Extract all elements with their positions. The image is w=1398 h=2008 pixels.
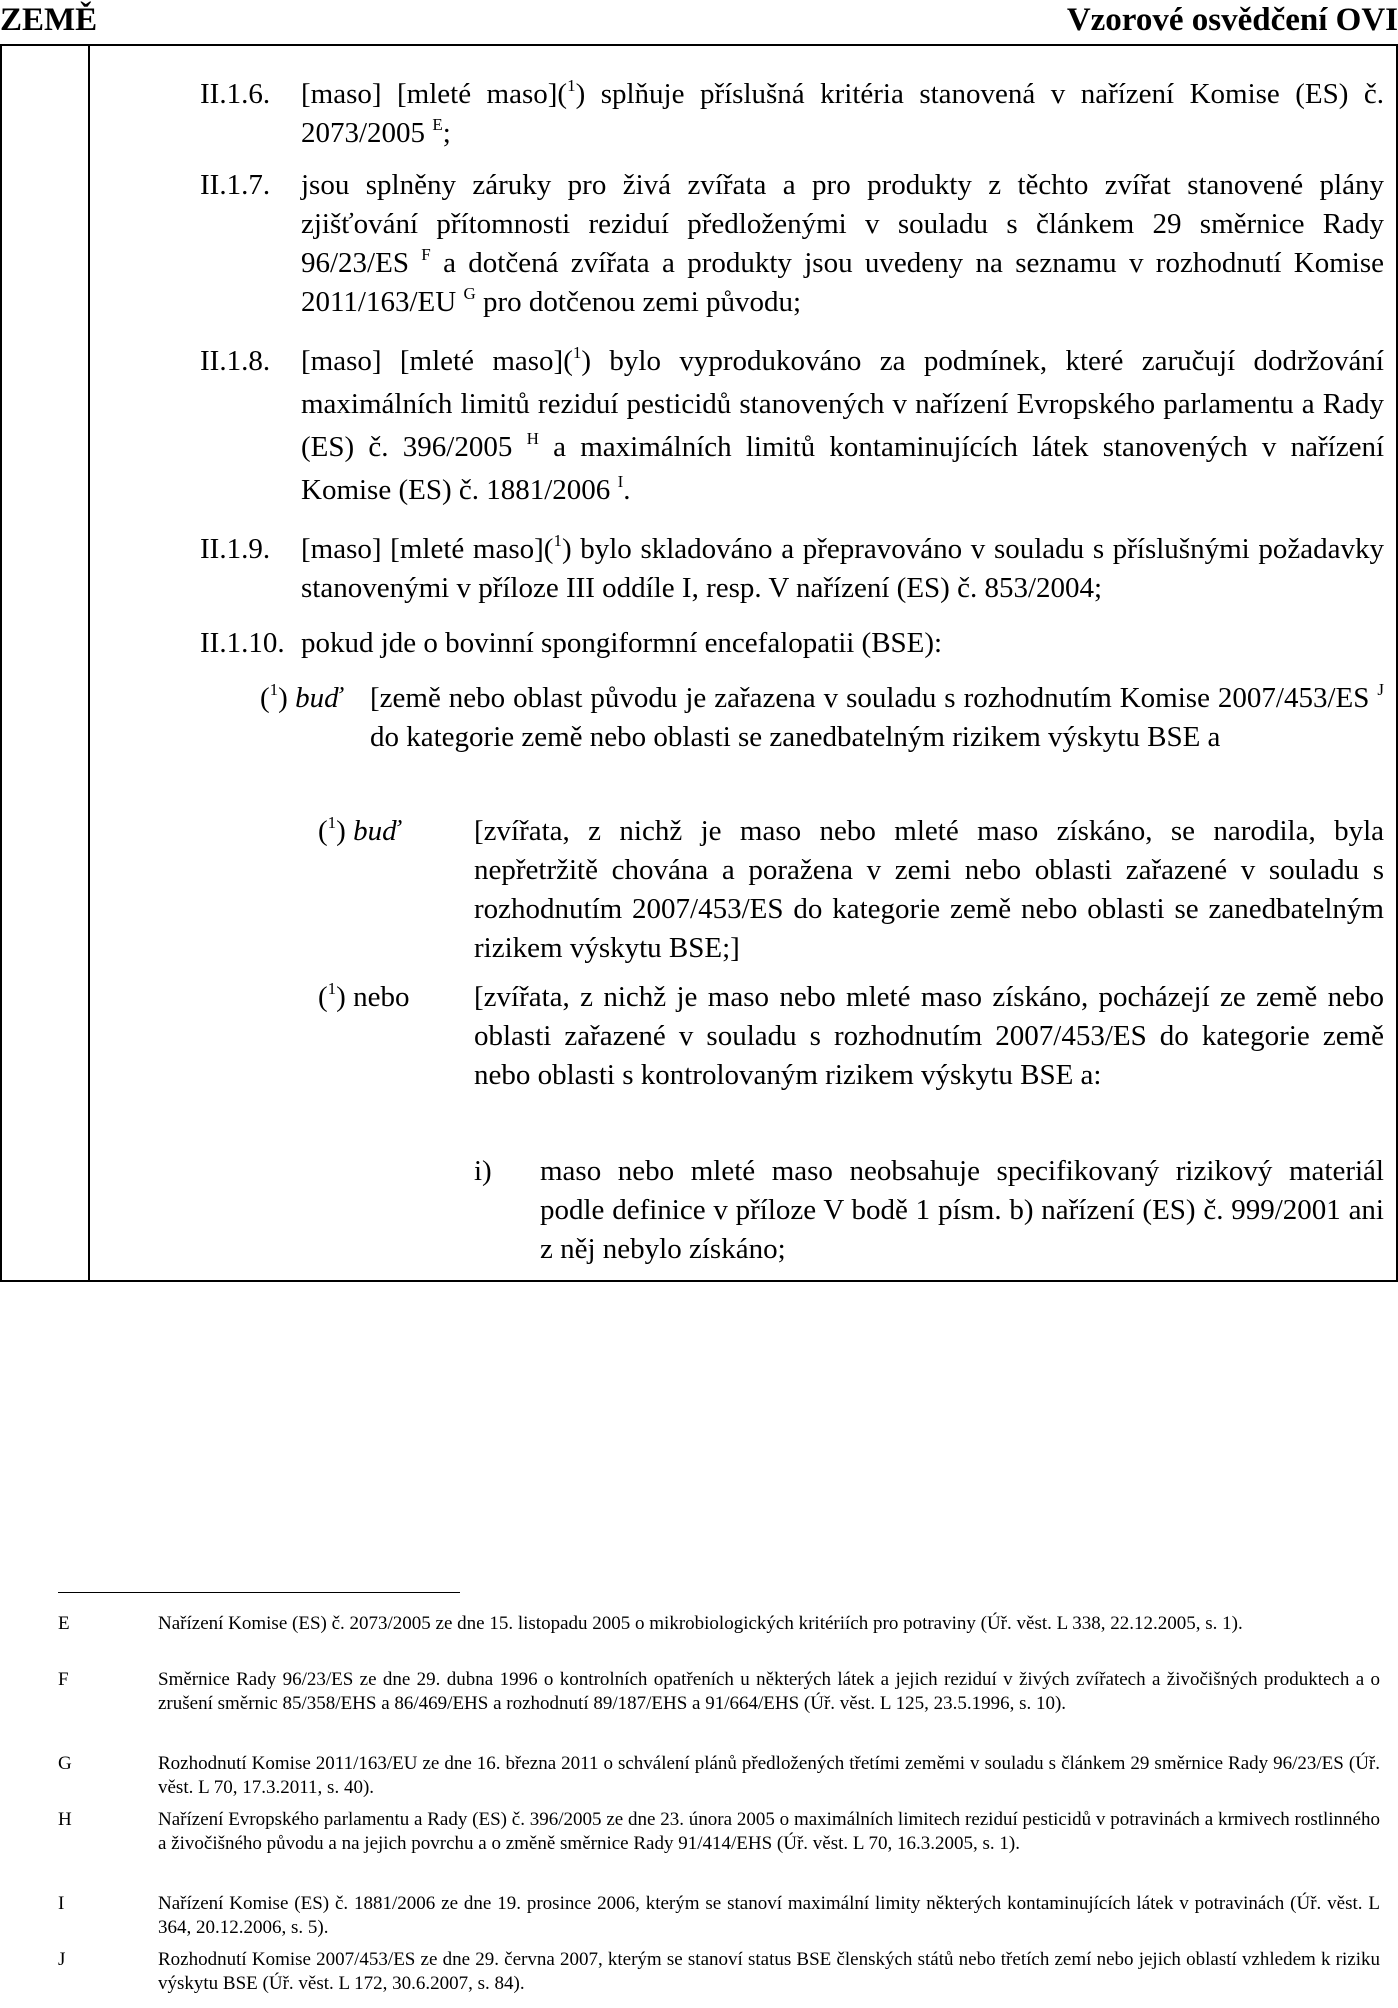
footnote-ref: F (421, 245, 431, 264)
footnote-ref: J (1377, 680, 1384, 699)
footnote-text: Nařízení Komise (ES) č. 1881/2006 ze dne 19. prosince 2006, kterým se stanoví maximální limity některých kontaminujících látek v potravinách (Úř. věst. L 364, 20.12.2006, s. 5). (158, 1893, 1380, 1938)
footnote-text: Směrnice Rady 96/23/ES ze dne 29. dubna 1996 o kontrolních opatřeních u některých látek a jejich reziduí v živých zvířatech a živočišných produktech a o zrušení směrnic 85/358/EHS a 86/469/EHS a rozhodnutí 89/187/EHS a 91/664/EHS (Úř. věst. L 125, 23.5.1996, s. 10). (158, 1669, 1380, 1714)
option-1-text: [zvířata, z nichž je maso nebo mleté maso získáno, se narodila, byla nepřetržitě chována a poražena v zemi nebo oblasti zařazené v souladu s rozhodnutím 2007/453/ES do kategorie země nebo oblasti se zanedbatelným rizikem výskytu BSE;] (474, 815, 1384, 964)
clause-text: [maso] [mleté maso]($^1$) bylo skladováno a přepravováno v souladu s příslušnými požadavky stanovenými v příloze III oddíle I, resp. V nařízení (ES) č. 853/2004; (301, 531, 1384, 604)
footnote-text: Rozhodnutí Komise 2007/453/ES ze dne 29. června 2007, kterým se stanoví status BSE členských států nebo třetích zemí nebo jejich oblastí vzhledem k riziku výskytu BSE (Úř. věst. L 172, 30.6.2007, s. 84). (158, 1949, 1380, 1994)
sub-item-label: i) (474, 1155, 492, 1187)
sub-item-text: maso nebo mleté maso neobsahuje specifikovaný rizikový materiál podle definice v příloze V bodě 1 písm. b) nařízení (ES) č. 999/2001 ani z něj nebylo získáno; (540, 1155, 1384, 1265)
clause-text: pokud jde o bovinní spongiformní encefalopatii (BSE): (301, 627, 943, 659)
footnote-ref: H (526, 429, 539, 448)
left-margin-column (88, 46, 90, 1280)
option-2-text: [zvířata, z nichž je maso nebo mleté maso získáno, pocházejí ze země nebo oblasti zařazené v souladu s rozhodnutím 2007/453/ES do kategorie země nebo oblasti s kontrolovaným rizikem výskytu BSE a: (474, 981, 1384, 1091)
footnote-label: J (58, 1949, 66, 1970)
footnote-ref: 1 (572, 343, 582, 362)
footnote-separator (58, 1592, 460, 1593)
clause-number: II.1.7. (200, 169, 271, 201)
clause-text: jsou splněny záruky pro živá zvířata a pro produkty z těchto zvířat stanovené plány zjišťování přítomnosti reziduí předloženými v souladu s článkem 29 směrnice Rady 96/23/ES $^F$ a dotčená zvířata a produkty jsou uvedeny na seznamu v rozhodnutí Komise 2011/163/EU $^G$ pro dotčenou zemi původu; (301, 169, 1384, 318)
footnote-text: Nařízení Evropského parlamentu a Rady (ES) č. 396/2005 ze dne 23. února 2005 o maximálních limitech reziduí pesticidů v potravinách a krmivech rostlinného a živočišného původu a na jejich povrchu a o změně směrnice Rady 91/414/EHS (Úř. věst. L 70, 16.3.2005, s. 1). (158, 1809, 1380, 1854)
footnote-label: G (58, 1753, 72, 1774)
footnote-ref: I (617, 472, 624, 491)
footnote-text: Nařízení Komise (ES) č. 2073/2005 ze dne 15. listopadu 2005 o mikrobiologických kritériích pro potraviny (Úř. věst. L 338, 22.12.2005, s. 1). (158, 1613, 1243, 1634)
clause-number: II.1.6. (200, 78, 271, 110)
clause-number: II.1.8. (200, 345, 271, 377)
footnote-label: E (58, 1613, 70, 1634)
bse-country-text: [země nebo oblast původu je zařazena v souladu s rozhodnutím Komise 2007/453/ES $^J$ do kategorie země nebo oblasti se zanedbatelným rizikem výskytu BSE a (370, 680, 1384, 753)
footnote-label: I (58, 1893, 65, 1914)
footnote-text: Rozhodnutí Komise 2011/163/EU ze dne 16. března 2011 o schválení plánů předložených třetími zeměmi v souladu s článkem 29 směrnice Rady 96/23/ES (Úř. věst. L 70, 17.3.2011, s. 40). (158, 1753, 1380, 1798)
bse-option-marker: ($^1$) buď (260, 680, 342, 714)
header-title: Vzorové osvědčení OVI (1066, 2, 1398, 38)
footnote-label: H (58, 1809, 72, 1830)
footnote-ref: E (432, 115, 443, 134)
clause-text: [maso] [mleté maso]($^1$) splňuje příslušná kritéria stanovená v nařízení Komise (ES) č. 2073/2005 $^E$; (301, 76, 1384, 149)
clause-number: II.1.10. (200, 627, 285, 659)
clause-text: [maso] [mleté maso]($^1$) bylo vyprodukováno za podmínek, které zaručují dodržování maximálních limitů reziduí pesticidů stanovených v nařízení Evropského parlamentu a Rady (ES) č. 396/2005 $^H$ a maximálních limitů kontaminujících látek stanovených v nařízení Komise (ES) č. 1881/2006 $^I$. (301, 343, 1385, 506)
footnote-label: F (58, 1669, 69, 1690)
footnote-ref: G (463, 284, 476, 303)
footnote-ref: 1 (567, 76, 576, 95)
option-2-marker: ($^1$) nebo (318, 979, 410, 1013)
option-1-marker: ($^1$) buď (318, 813, 400, 847)
clause-number: II.1.9. (200, 533, 271, 565)
header-country: ZEMĚ (0, 2, 98, 38)
footnote-ref: 1 (553, 531, 562, 550)
